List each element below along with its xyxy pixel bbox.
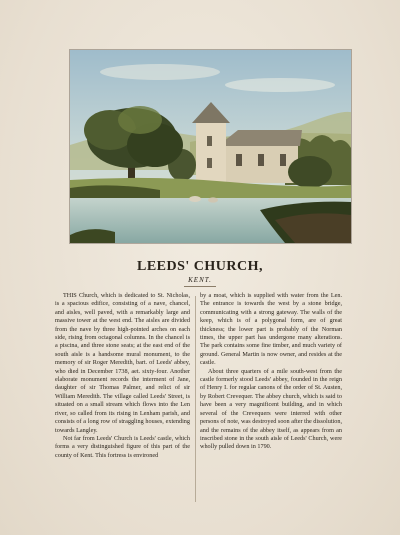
engraving-plate xyxy=(70,50,351,243)
text-column-left xyxy=(55,292,190,460)
plate-subtitle: KENT. xyxy=(188,276,212,284)
text-column-right xyxy=(200,292,342,452)
title-rule xyxy=(184,286,216,287)
paragraph: by a moat, which is supplied with water from the Len. The entrance is towards the west by a stone bridge, communicating with a strong gateway. The walls of the keep, which is of a polygonal form, are of great thickness; the lower part is probably of the Norman times, the upper part has undergone many alterations. The park contains some fine timber, and much variety of ground. General Martin is now owner, and resides at the castle. xyxy=(200,292,342,367)
paragraph: Not far from Leeds' Church is Leeds' castle, which forms a very distinguished figure of this part of the county of Kent. This fortress is environed xyxy=(55,434,190,459)
paragraph: About three quarters of a mile south-west from the castle formerly stood Leeds' abbey, founded in the reign of Henry I. for regular canons of the order of St. Austen, by Robert Crevequer. The abbey church, which is said to have been a very magnificent building, and in which several of the Crevequers were interred with other persons of note, was destroyed soon after the dissolution, and the remains of the abbey itself, as appears from an inscribed stone in the south aisle of Leeds' Church, were wholly pulled down in 1790. xyxy=(200,367,342,451)
plate-title: LEEDS' CHURCH, xyxy=(136,259,264,274)
church-tower xyxy=(196,122,226,184)
column-divider xyxy=(195,296,196,502)
paragraph: THIS Church, which is dedicated to St. Nicholas, is a spacious edifice, consisting of a nave, chancel, and aisles, well paved, with a remarkably large and massive tower at the west end. The aisles are divided from the nave by three high-pointed arches on each side, rising from octagonal columns. In the chancel is a piscina, and three stone seats; at the east end of the south aisle is a handsome mural monument, to the memory of sir Roger Meredith, bart. of Leeds' abbey, who died in December 1738, aet. sixty-four. Another elaborate monument records the interment of Jane, daughter of sir Thomas Palmer, and relict of sir William Meredith. The village called Leeds' Street, is situated on a small stream which flows into the Len river, so called from its rising in Lenham parish, and consists of a long row of straggling houses, extending towards Langley. xyxy=(55,292,190,434)
church-landscape-illustration xyxy=(70,50,351,243)
cattle xyxy=(189,196,201,202)
